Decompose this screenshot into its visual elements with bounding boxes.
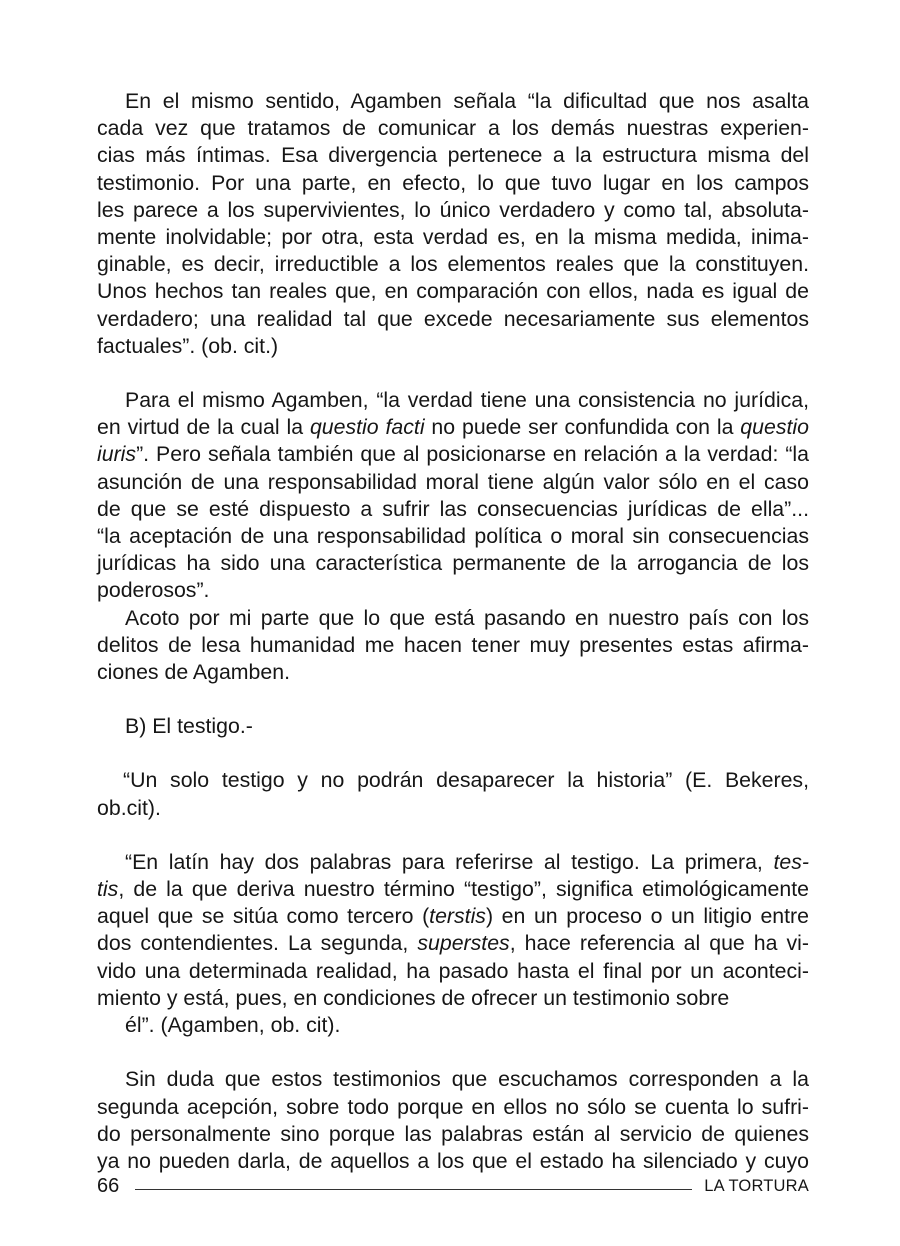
text-line: Sin duda que estos testimonios que escuchamos corresponden a la [125, 1067, 809, 1092]
text-line: jurídicas ha sido una característica permanente de la arrogancia de los [97, 551, 809, 576]
text-line: asunción de una responsabilidad moral tiene algún valor sólo en el caso [97, 469, 809, 494]
text-line: verdadero; una realidad tal que excede necesariamente sus elementos [97, 306, 809, 331]
text-line: do personalmente sino porque las palabras están al servicio de quienes [97, 1121, 809, 1146]
paragraph-spacer [97, 360, 809, 387]
footer-rule [135, 1189, 692, 1190]
italic-term: questio [740, 415, 809, 440]
text-run: ) en un proceso o un litigio entre [485, 904, 809, 929]
text-line: cada vez que tratamos de comunicar a los demás nuestras experien- [97, 116, 809, 141]
text-run: en virtud de la cual la [97, 415, 310, 440]
text-run: ”. Pero señala también que al posicionarse en relación a la verdad: “la [136, 442, 809, 467]
italic-term: questio facti [309, 415, 425, 440]
page-body [97, 88, 809, 1175]
text-line: él”. (Agamben, ob. cit). [125, 1013, 341, 1038]
text-line: Unos hechos tan reales que, en comparación con ellos, nada es igual de [97, 279, 809, 304]
text-line: miento y está, pues, en condiciones de ofrecer un testimonio sobre [97, 985, 730, 1010]
text-line [97, 414, 809, 441]
text-line: les parece a los supervivientes, lo único verdadero y como tal, absoluta- [97, 197, 809, 222]
text-line: “Un solo testigo y no podrán desaparecer la historia” (E. Bekeres, [123, 768, 809, 793]
text-run: “En latín hay dos palabras para referirse al testigo. La primera, [125, 849, 774, 874]
italic-term: superstes [417, 931, 510, 956]
italic-term: tis [97, 877, 119, 902]
text-line: En el mismo sentido, Agamben señala “la dificultad que nos asalta [125, 89, 809, 113]
text-line: testimonio. Por una parte, en efecto, lo que tuvo lugar en los campos [97, 170, 809, 195]
text-line: de que se esté dispuesto a sufrir las consecuencias jurídicas de ella”... [97, 496, 809, 521]
page-footer [97, 1175, 809, 1201]
italic-term: tes- [773, 849, 809, 874]
text-line [97, 441, 809, 468]
text-line: Para el mismo Agamben, “la verdad tiene una consistencia no jurídica, [125, 388, 809, 413]
paragraph-spacer [97, 686, 809, 713]
text-line: segunda acepción, sobre todo porque en ellos no sólo se cuenta lo sufri- [97, 1094, 809, 1119]
text-line: mente inolvidable; por otra, esta verdad es, en la misma medida, inima- [97, 225, 809, 250]
paragraph-witness-etymology [97, 849, 809, 1039]
running-title: LA TORTURA [704, 1177, 809, 1195]
paragraph-agamben-difficulty [97, 88, 809, 360]
page-number: 66 [97, 1175, 120, 1197]
paragraph-truth-consistency [97, 387, 809, 605]
text-run: dos contendientes. La segunda, [97, 931, 418, 956]
section-heading: B) El testigo.- [125, 714, 253, 739]
text-run: no puede ser confundida con la [424, 415, 741, 440]
paragraph-spacer [97, 822, 809, 849]
text-line: Acoto por mi parte que lo que está pasando en nuestro país con los [125, 605, 809, 630]
paragraph-quote-bekeres [97, 767, 809, 821]
italic-term: iuris [97, 442, 137, 467]
italic-term: terstis [429, 904, 486, 929]
text-line: poderosos”. [97, 578, 210, 603]
text-line [97, 930, 809, 957]
text-line: factuales”. (ob. cit.) [97, 333, 279, 358]
text-run: , de la que deriva nuestro término “testigo”, significa etimológicamente [118, 877, 809, 902]
text-line: cias más íntimas. Esa divergencia pertenece a la estructura misma del [97, 143, 809, 168]
text-line [97, 903, 809, 930]
text-line [97, 876, 809, 903]
paragraph-author-note [97, 605, 809, 687]
text-line: ya no pueden darla, de aquellos a los que el estado ha silenciado y cuyo [97, 1148, 809, 1173]
paragraph-second-meaning [97, 1066, 809, 1175]
text-line: ginable, es decir, irreductible a los elementos reales que la constituyen. [97, 252, 809, 277]
paragraph-spacer [97, 740, 809, 767]
text-line: vido una determinada realidad, ha pasado hasta el final por un aconteci- [97, 958, 809, 983]
text-line: ciones de Agamben. [97, 660, 290, 685]
paragraph-spacer [97, 1039, 809, 1066]
text-line: “la aceptación de una responsabilidad política o moral sin consecuencias [97, 524, 809, 549]
text-line: delitos de lesa humanidad me hacen tener muy presentes estas afirma- [97, 632, 809, 657]
text-line: ob.cit). [97, 795, 161, 820]
text-line [97, 849, 809, 876]
text-run: , hace referencia al que ha vi- [509, 931, 810, 956]
text-run: aquel que se sitúa como tercero ( [97, 904, 430, 929]
